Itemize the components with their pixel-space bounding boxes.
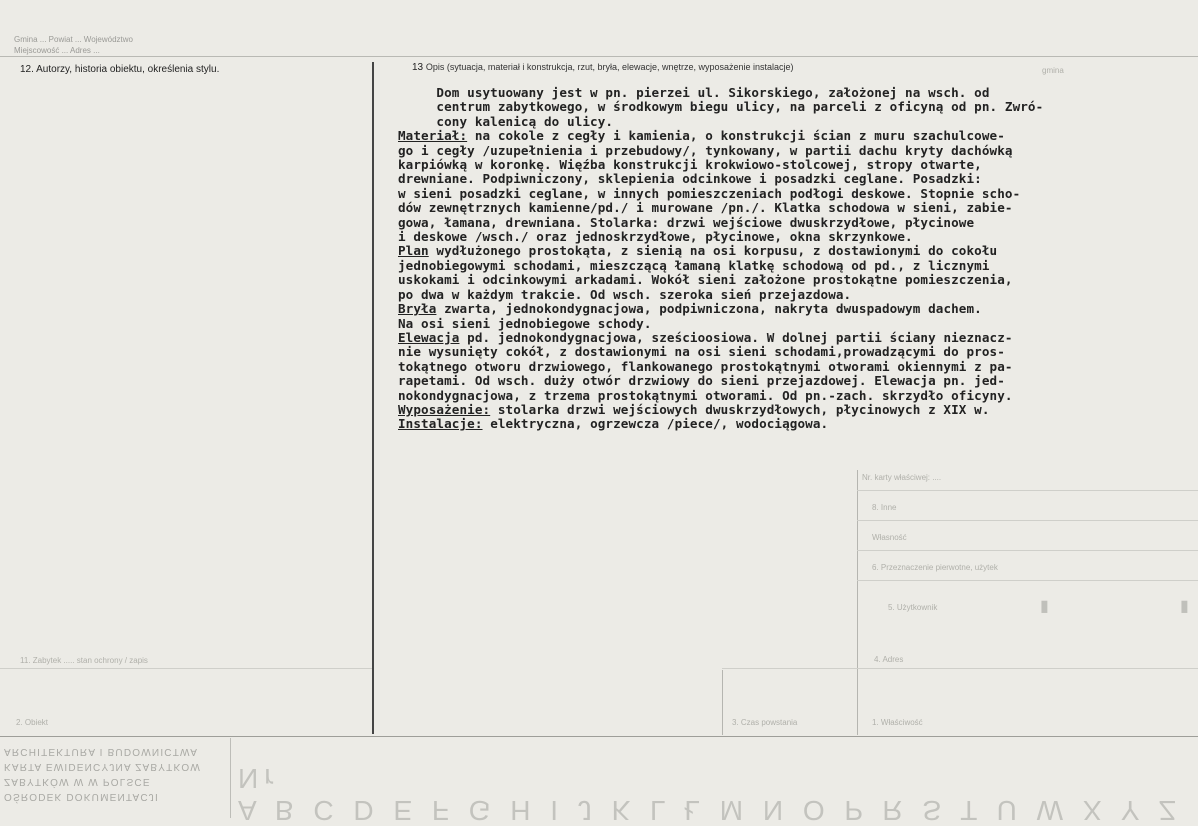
bleed-line — [857, 580, 1198, 581]
faint-line: Miejscowość ... Adres ... — [14, 46, 100, 55]
bleed-text: 4. Adres — [874, 655, 904, 664]
label-wyposazenie: Wyposażenie: — [398, 401, 491, 417]
bleed-text: 8. Inne — [872, 503, 897, 512]
section-13-label: Opis (sytuacja, materiał i konstrukcja, rzut, bryła, elewacje, wnętrze, wyposażenie instalacje) — [425, 62, 794, 72]
bleed-text: 11. Zabytek ..... stan ochrony / zapis — [20, 656, 148, 665]
bleed-text: 1. Właściwość — [872, 718, 923, 727]
section-13-number: 13 — [412, 62, 424, 73]
bottom-divider — [0, 736, 1198, 737]
label-material: Materiał: — [398, 128, 468, 144]
bleed-line — [857, 470, 858, 735]
bleed-line — [722, 670, 723, 735]
section-13-header — [412, 62, 794, 73]
bleed-text: 5. Użytkownik — [888, 603, 938, 612]
institution-stamp — [4, 744, 228, 804]
stamp-divider — [230, 738, 231, 818]
bleed-line — [0, 668, 372, 669]
stamp-line: ARCHITEKTURA I BUDOWNICTWA — [4, 746, 199, 757]
faint-line: Gmina ... Powiat ... Województwo — [14, 35, 134, 44]
label-bryla: Bryła — [398, 301, 437, 317]
bleed-line — [722, 668, 1198, 669]
bleed-text: 3. Czas powstania — [732, 718, 798, 727]
faint-header-text — [14, 34, 133, 56]
faint-mark: ▮ — [1180, 598, 1189, 615]
stamp-line: OŚRODEK DOKUMENTACJI — [4, 791, 159, 802]
bleed-line — [857, 490, 1198, 491]
column-divider — [372, 62, 374, 734]
bleed-text: Własność — [872, 533, 907, 542]
label-elewacja: Elewacja — [398, 329, 460, 345]
top-divider — [0, 56, 1198, 57]
bleed-text: 6. Przeznaczenie pierwotne, użytek — [872, 563, 998, 572]
index-alphabet: A B C D E F G H I J K L Ł M N O P R S T U W X Y Z Nr — [238, 763, 1182, 826]
section-12-header: 12. Autorzy, historia obiektu, określenia stylu. — [20, 64, 220, 75]
label-plan: Plan — [398, 243, 429, 259]
description-text: Dom usytuowany jest w pn. pierzei ul. Sikorskiego, założonej na wsch. od centrum zabytkowego, w środkowym biegu ulicy, na parceli z oficyną od pn. Zwró- cony kalenicą do ulicy. Materiał: na cokole z cegły i kamienia, o konstrukcji ścian z muru szachulcowe- go i cegły /uzupełnienia i przebudowy/, tynkowany, w partii dachu kryty dachówką karpiówką w koronkę. Więźba konstrukcji krokwiowo-stolcowej, stropy otwarte, drewniane. Podpiwniczony, sklepienia odcinkowe i posadzki ceglane. Posadzki: w sieni posadzki ceglane, w innych pomieszczeniach podłogi deskowe. Stopnie scho- dów zewnętrznych kamienne/pd./ i murowane /pn./. Klatka schodowa w sieni, zabie- gowa, łamana, drewniana. Stolarka: drzwi wejściowe dwuskrzydłowe, płycinowe i deskowe /wsch./ oraz jednoskrzydłowe, płycinowe, okna skrzynkowe. Plan wydłużonego prostokąta, z sienią na osi korpusu, z dostawionymi do cokołu jednobiegowymi schodami, mieszczącą łamaną klatkę schodową od pd., z licznymi uskokami i odcinkowymi arkadami. Wokół sieni założone prostokątne pomieszczenia, po dwa w każdym trakcie. Od wsch. szeroka sień przejazdowa. Bryła zwarta, jednokondygnacjowa, podpiwniczona, nakryta dwuspadowym dachem. Na osi sieni jednobiegowe schody. Elewacja pd. jednokondygnacjowa, sześcioosiowa. W dolnej partii ściany nieznacz- nie wysunięty cokół, z dostawionymi na osi sieni schodami,prowadzącymi do pros- tokątnego otworu drzwiowego, flankowanego prostokątnymi otworami okiennymi z pa- rapetami. Od wsch. duży otwór drzwiowy do sieni przejazdowej. Elewacja pn. jed- nokondygnacjowa, z trzema prostokątnymi otworami. Od pn.-zach. skrzydło oficyny. Wyposażenie: stolarka drzwi wejściowych dwuskrzydłowych, płycinowych z XIX w. Instalacje: elektryczna, ogrzewcza /piece/, wodociągowa. — [398, 85, 1044, 432]
stamp-line: KARTA EWIDENCYJNA ZABYTKOW — [4, 761, 201, 772]
label-instalacje: Instalacje: — [398, 416, 483, 432]
bleed-text: Nr. karty właściwej: .... — [862, 473, 942, 482]
faint-right-label: gmina — [1042, 66, 1064, 75]
bleed-text: 2. Obiekt — [16, 718, 49, 727]
bleed-line — [857, 520, 1198, 521]
stamp-line: ZABYTKÓW W W POLSCE — [4, 776, 151, 787]
bleed-line — [857, 550, 1198, 551]
faint-mark: ▮ — [1040, 598, 1049, 615]
